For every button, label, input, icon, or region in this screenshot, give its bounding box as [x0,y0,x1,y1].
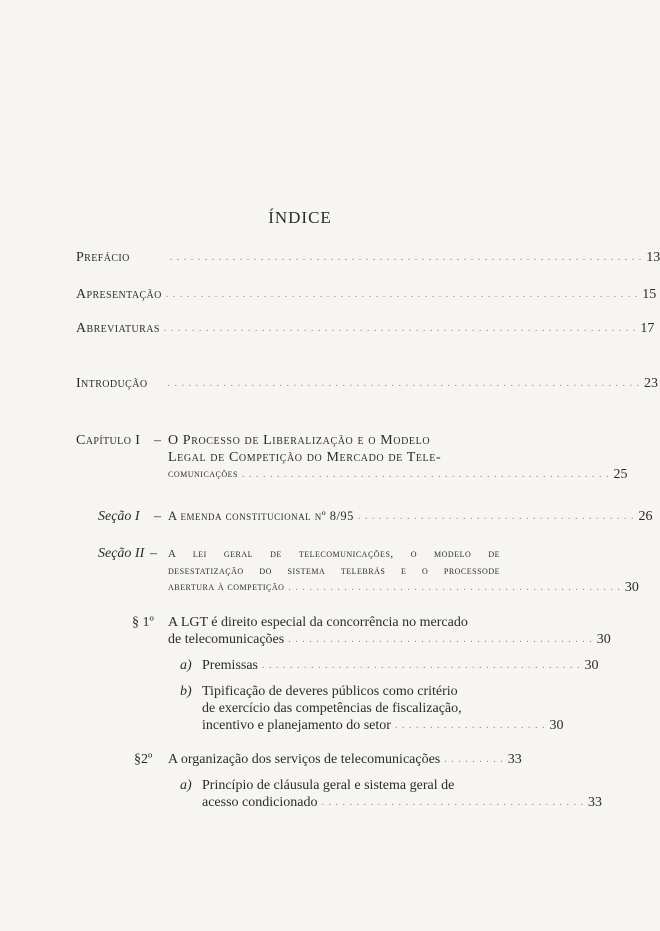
section-title-line3 [168,579,639,596]
section-title: A emenda constitucional nº 8/95 [168,509,354,523]
item-text: incentivo e planejamento do setor [202,718,391,733]
toc-page-number: 23 [643,376,658,391]
toc-label: Introdução [76,376,148,391]
leader-dots: . . . . . . . . . . . . . . . . . . . . . . . . . . . . . . . . . . . . . . . . . . . . . . . . . . . . . . . . . . . . . . . . . . . . [165,289,639,300]
section-title-line1: A lei geral de telecomunicações, o modelo de [168,548,500,560]
toc-item-premissas [202,657,599,674]
leader-dots: . . . . . . . . . . . . . . . . . . . . . . . . . . . . . . . . . . . . . . . . [357,511,635,522]
section-label: Seção II [98,546,145,561]
paragraph-label: § 1º [132,615,154,630]
item-letter: a) [180,778,192,793]
toc-page-number: 17 [640,321,655,336]
toc-entry-introducao [76,375,658,392]
chapter-title-line3 [168,466,628,483]
page-title: ÍNDICE [268,208,332,227]
leader-dots: . . . . . . . . . . . . . . . . . . . . . . . . . . . . . . . . . . . . . . . . . . . . . . . . . . . . . [242,469,610,480]
leader-dots: . . . . . . . . . . . . . . . . . . . . . . . . . . . . . . . . . . . . . . . . . . . . [288,634,593,645]
toc-page-number: 13 [646,250,660,265]
toc-entry-prefacio [76,249,660,266]
item-letter: a) [180,658,192,673]
paragraph-title-text: A organização dos serviços de telecomunicações [168,752,441,767]
leader-dots: . . . . . . . . . . . . . . . . . . . . . . . . . . . . . . . . . . . . . . . . . . . . . . . . [288,582,621,593]
item-text: acesso condicionado [202,795,318,810]
section-dash: – [150,546,157,561]
item-text: Premissas [202,658,258,673]
toc-entry-par2 [168,751,522,768]
toc-page-number: 15 [642,287,657,302]
leader-dots: . . . . . . . . . . . . . . . . . . . . . . . . . . . . . . . . . . . . . . [321,797,584,808]
leader-dots: . . . . . . . . . . . . . . . . . . . . . . [394,720,546,731]
section-title-line2: desestatização do sistema telebrás e o processode [168,565,500,577]
leader-dots: . . . . . . . . . [444,754,504,765]
chapter-title-line2: Legal de Competição do Mercado de Tele- [168,450,442,465]
paragraph-title-line2 [168,631,611,648]
leader-dots: . . . . . . . . . . . . . . . . . . . . . . . . . . . . . . . . . . . . . . . . . . . . . . . . . . . . . . . . . . . . . . . . . . . . [167,378,640,389]
toc-page-number: 30 [584,658,599,673]
paragraph-title-text: de telecomunicações [168,632,285,647]
toc-label: Apresentação [76,287,162,302]
toc-page-number: 33 [507,752,522,767]
chapter-label: Capítulo I [76,433,141,448]
chapter-dash: – [154,433,161,448]
item-text-line2 [202,794,602,811]
toc-page-number: 30 [624,580,639,595]
leader-dots: . . . . . . . . . . . . . . . . . . . . . . . . . . . . . . . . . . . . . . . . . . . . . . [262,660,581,671]
chapter-title-line1: O Processo de Liberalização e o Modelo [168,433,431,448]
item-letter: b) [180,684,192,699]
toc-page-number: 33 [587,795,602,810]
toc-page-number: 30 [549,718,564,733]
toc-label: Abreviaturas [76,321,160,336]
section-dash: – [154,509,161,524]
item-text-line3 [202,717,564,734]
leader-dots: . . . . . . . . . . . . . . . . . . . . . . . . . . . . . . . . . . . . . . . . . . . . . . . . . . . . . . . . . . . . . . . . . . . . [169,252,643,263]
toc-entry-apresentacao [76,286,657,303]
chapter-title-text: comunicações [168,468,239,480]
toc-label: Prefácio [76,250,130,265]
toc-page-number: 25 [613,467,628,482]
toc-page-number: 30 [596,632,611,647]
paragraph-title-line1: A LGT é direito especial da concorrência no mercado [168,615,468,630]
toc-entry-abreviaturas [76,320,655,337]
leader-dots: . . . . . . . . . . . . . . . . . . . . . . . . . . . . . . . . . . . . . . . . . . . . . . . . . . . . . . . . . . . . . . . . . . . . [163,323,637,334]
toc-page-number: 26 [638,509,653,524]
item-text-line1: Princípio de cláusula geral e sistema geral de [202,778,455,793]
section-title-text: abertura à competição [168,581,285,593]
paragraph-label: §2º [134,752,153,767]
item-text-line1: Tipificação de deveres públicos como critério [202,684,458,699]
item-text-line2: de exercício das competências de fiscalização, [202,701,462,716]
toc-entry-secao-1 [168,508,653,525]
section-label: Seção I [98,509,140,524]
